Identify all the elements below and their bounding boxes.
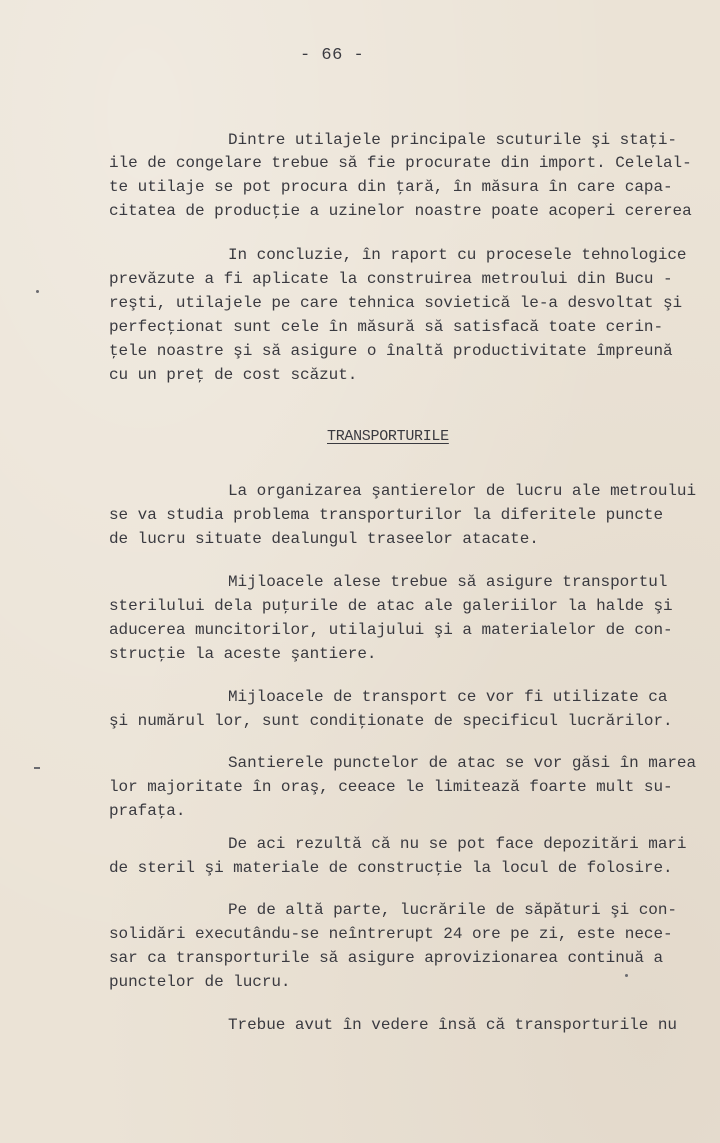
text-line: Pe de altă parte, lucrările de săpături şi con- [228,901,677,919]
text-line: perfecţionat sunt cele în măsură să satisfacă toate cerin- [109,318,663,336]
text-line: citatea de producţie a uzinelor noastre poate acoperi cererea [109,202,692,220]
text-line: lor majoritate în oraş, ceeace le limitează foarte mult su- [109,778,673,796]
margin-dash-mark [34,767,40,769]
text-line: aducerea muncitorilor, utilajului şi a materialelor de con- [109,621,673,639]
text-line: sterilului dela puţurile de atac ale galeriilor la halde şi [109,597,673,615]
margin-dot-mark [36,290,39,293]
text-line: Mijloacele alese trebue să asigure transportul [228,573,668,591]
page-number: - 66 - [300,46,365,65]
text-line: Dintre utilajele principale scuturile şi staţi- [228,131,677,149]
text-line: se va studia problema transporturilor la diferitele puncte [109,506,663,524]
text-line: La organizarea şantierelor de lucru ale metroului [228,482,697,500]
text-line: Trebue avut în vedere însă că transporturile nu [228,1016,677,1034]
text-line: prevăzute a fi aplicate la construirea metroului din Bucu - [109,270,673,288]
text-line: De aci rezultă că nu se pot face depozitări mari [228,835,687,853]
section-heading: TRANSPORTURILE [327,428,449,445]
text-line: sar ca transporturile să asigure aprovizionarea continuă a [109,949,663,967]
text-line: solidări executându-se neîntrerupt 24 ore pe zi, este nece- [109,925,673,943]
text-line: ţele noastre şi să asigure o înaltă productivitate împreună [109,342,673,360]
text-line: de steril şi materiale de construcţie la locul de folosire. [109,859,673,877]
text-line: Mijloacele de transport ce vor fi utilizate ca [228,688,668,706]
text-line: strucţie la aceste şantiere. [109,645,377,663]
text-line: te utilaje se pot procura din ţară, în măsura în care capa- [109,178,673,196]
text-line: de lucru situate dealungul traseelor atacate. [109,530,539,548]
speck-mark [625,974,628,977]
text-line: şi numărul lor, sunt condiţionate de specificul lucrărilor. [109,712,673,730]
text-line: prafaţa. [109,802,186,820]
text-line: reşti, utilajele pe care tehnica sovietică le-a desvoltat şi [109,294,683,312]
text-line: cu un preţ de cost scăzut. [109,366,358,384]
text-line: ile de congelare trebue să fie procurate din import. Celelal- [109,154,692,172]
text-line: Santierele punctelor de atac se vor găsi în marea [228,754,697,772]
text-line: In concluzie, în raport cu procesele tehnologice [228,246,687,264]
text-line: punctelor de lucru. [109,973,291,991]
